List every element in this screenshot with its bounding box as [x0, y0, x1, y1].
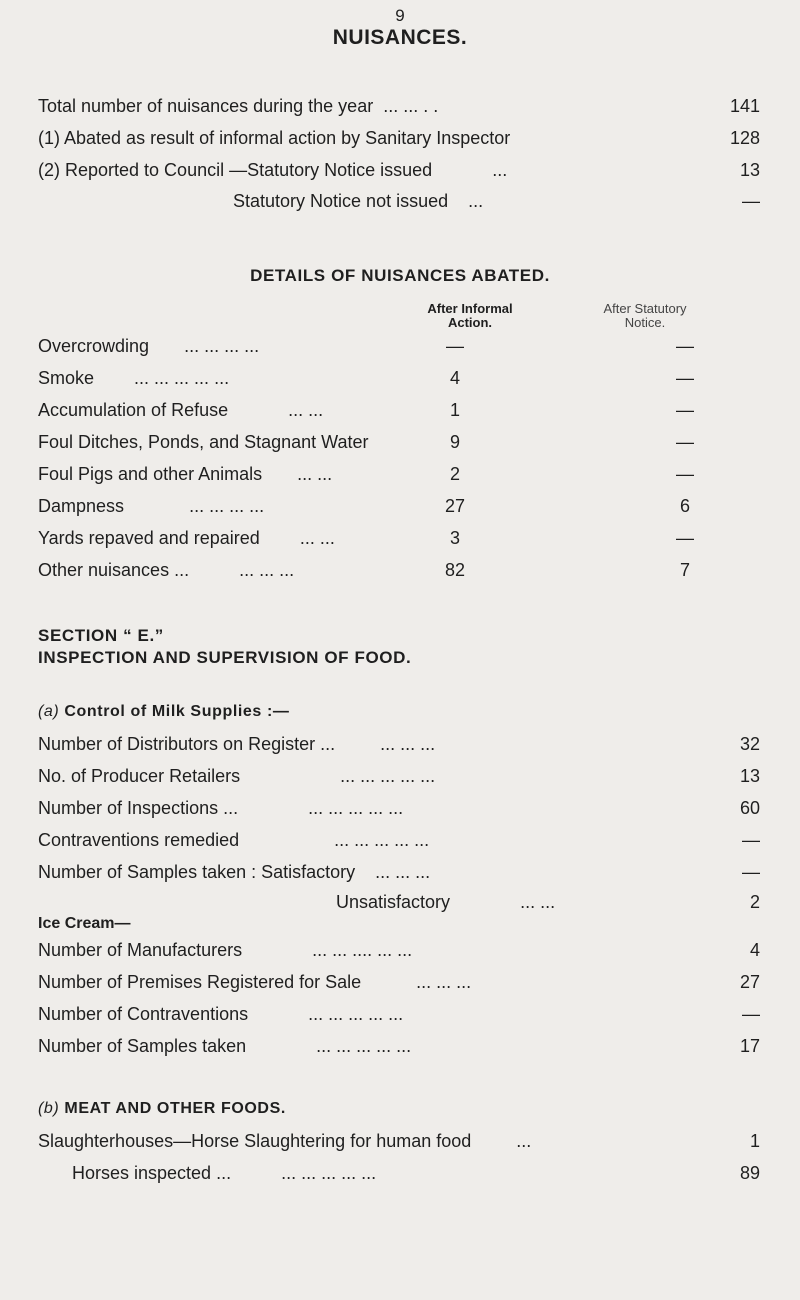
statutory-value: — [676, 432, 694, 452]
page-number: 9 [395, 6, 405, 25]
list-item [336, 892, 555, 913]
page-title: NUISANCES. [332, 26, 468, 49]
row-label: Foul Ditches, Ponds, and Stagnant Water [38, 432, 369, 452]
leader-dots: ... ... [297, 464, 333, 484]
row-label: Smoke [38, 368, 95, 388]
summary-row [38, 160, 507, 181]
column-header-statutory [570, 302, 720, 330]
informal-value: 1 [449, 400, 460, 420]
column-header-line: After Statutory [603, 301, 687, 316]
leader-dots: ... ... [299, 528, 335, 548]
leader-dots: ... ... ... [380, 734, 436, 754]
leader-dots: ... [492, 160, 508, 180]
table-row [38, 368, 229, 389]
leader-dots: ... ... ... ... ... [308, 1004, 404, 1024]
row-value: — [742, 830, 760, 850]
details-heading: DETAILS OF NUISANCES ABATED. [250, 266, 550, 285]
section-subheading: INSPECTION AND SUPERVISION OF FOOD. [38, 648, 412, 667]
informal-value: 2 [449, 464, 460, 484]
list-item [38, 830, 429, 851]
meat-heading-text: MEAT AND OTHER FOODS. [64, 1100, 286, 1117]
row-label: Other nuisances ... [38, 560, 190, 580]
summary-value: 128 [729, 128, 760, 148]
leader-dots: ... ... ... ... [184, 336, 260, 356]
row-label: Horses inspected ... [72, 1163, 232, 1183]
row-value: 2 [749, 892, 760, 912]
summary-label: Total number of nuisances during the year [38, 96, 374, 116]
row-value: 17 [739, 1036, 760, 1056]
row-label: Slaughterhouses—Horse Slaughtering for human food [38, 1131, 472, 1151]
row-label: No. of Producer Retailers [38, 766, 241, 786]
row-label: Overcrowding [38, 336, 150, 356]
row-label: Number of Manufacturers [38, 940, 243, 960]
leader-dots: ... [468, 191, 484, 211]
informal-value: 27 [444, 496, 466, 516]
informal-value: 9 [449, 432, 460, 452]
meat-heading-prefix: (b) [38, 1100, 60, 1117]
list-item [72, 1163, 376, 1184]
meat-heading [38, 1100, 286, 1118]
list-item [38, 766, 435, 787]
list-item [38, 972, 471, 993]
leader-dots: ... ... ... [239, 560, 295, 580]
list-item [38, 798, 403, 819]
row-value: — [742, 862, 760, 882]
summary-value: — [742, 191, 760, 211]
row-value: 89 [739, 1163, 760, 1183]
summary-value: 141 [729, 96, 760, 116]
row-label: Foul Pigs and other Animals [38, 464, 263, 484]
leader-dots: ... ... ... [375, 862, 431, 882]
row-label: Number of Inspections ... [38, 798, 239, 818]
summary-label: (2) Reported to Council —Statutory Notice issued [38, 160, 433, 180]
leader-dots: ... ... ... ... ... [334, 830, 430, 850]
statutory-value: 7 [679, 560, 690, 580]
leader-dots: ... ... . . [383, 96, 439, 116]
list-item [38, 862, 430, 883]
column-header-line: After Informal [427, 301, 513, 316]
leader-dots: ... ... [520, 892, 556, 912]
row-value: 32 [739, 734, 760, 754]
row-value: 4 [749, 940, 760, 960]
leader-dots: ... ... [288, 400, 324, 420]
row-value: 27 [739, 972, 760, 992]
statutory-value: — [676, 528, 694, 548]
row-label: Unsatisfactory [336, 892, 451, 912]
row-value: — [742, 1004, 760, 1024]
row-value: 13 [739, 766, 760, 786]
ice-cream-heading: Ice Cream— [38, 915, 131, 932]
leader-dots: ... ... .... ... ... [312, 940, 413, 960]
milk-heading-prefix: (a) [38, 703, 60, 720]
summary-value: 13 [739, 160, 760, 180]
row-label: Number of Contraventions [38, 1004, 249, 1024]
column-header-line: Action. [447, 315, 493, 330]
informal-value: 82 [444, 560, 466, 580]
row-label: Dampness [38, 496, 125, 516]
list-item [38, 1131, 531, 1152]
statutory-value: — [676, 464, 694, 484]
row-value: 60 [739, 798, 760, 818]
summary-label: Statutory Notice not issued [233, 191, 449, 211]
statutory-value: — [676, 368, 694, 388]
milk-heading-text: Control of Milk Supplies :— [64, 703, 290, 720]
row-label: Yards repaved and repaired [38, 528, 260, 548]
leader-dots: ... ... ... ... [189, 496, 265, 516]
milk-heading [38, 703, 290, 721]
informal-value: 4 [449, 368, 460, 388]
column-header-line: Notice. [624, 315, 666, 330]
row-label: Number of Samples taken : Satisfactory [38, 862, 356, 882]
table-row [38, 336, 259, 357]
section-heading: SECTION “ E.” [38, 626, 164, 645]
row-value: 1 [749, 1131, 760, 1151]
informal-value: 3 [449, 528, 460, 548]
list-item [38, 1004, 403, 1025]
summary-row [233, 191, 483, 212]
statutory-value: 6 [679, 496, 690, 516]
list-item [38, 734, 435, 755]
leader-dots: ... ... ... [416, 972, 472, 992]
column-header-informal [400, 302, 540, 330]
summary-row [38, 96, 438, 117]
informal-value: — [446, 336, 464, 356]
table-row [38, 528, 335, 549]
leader-dots: ... ... ... ... ... [134, 368, 230, 388]
leader-dots: ... [516, 1131, 532, 1151]
table-row [38, 464, 332, 485]
row-label: Contraventions remedied [38, 830, 240, 850]
statutory-value: — [676, 400, 694, 420]
table-row [38, 432, 369, 453]
leader-dots: ... ... ... ... ... [281, 1163, 377, 1183]
summary-label: (1) Abated as result of informal action by Sanitary Inspector [38, 128, 511, 148]
leader-dots: ... ... ... ... ... [308, 798, 404, 818]
row-label: Number of Premises Registered for Sale [38, 972, 362, 992]
row-label: Number of Samples taken [38, 1036, 247, 1056]
list-item [38, 1036, 411, 1057]
row-label: Accumulation of Refuse [38, 400, 229, 420]
table-row [38, 560, 294, 581]
list-item [38, 940, 412, 961]
leader-dots: ... ... ... ... ... [340, 766, 436, 786]
summary-row [38, 128, 510, 149]
table-row [38, 496, 264, 517]
statutory-value: — [676, 336, 694, 356]
table-row [38, 400, 323, 421]
row-label: Number of Distributors on Register ... [38, 734, 336, 754]
leader-dots: ... ... ... ... ... [316, 1036, 412, 1056]
